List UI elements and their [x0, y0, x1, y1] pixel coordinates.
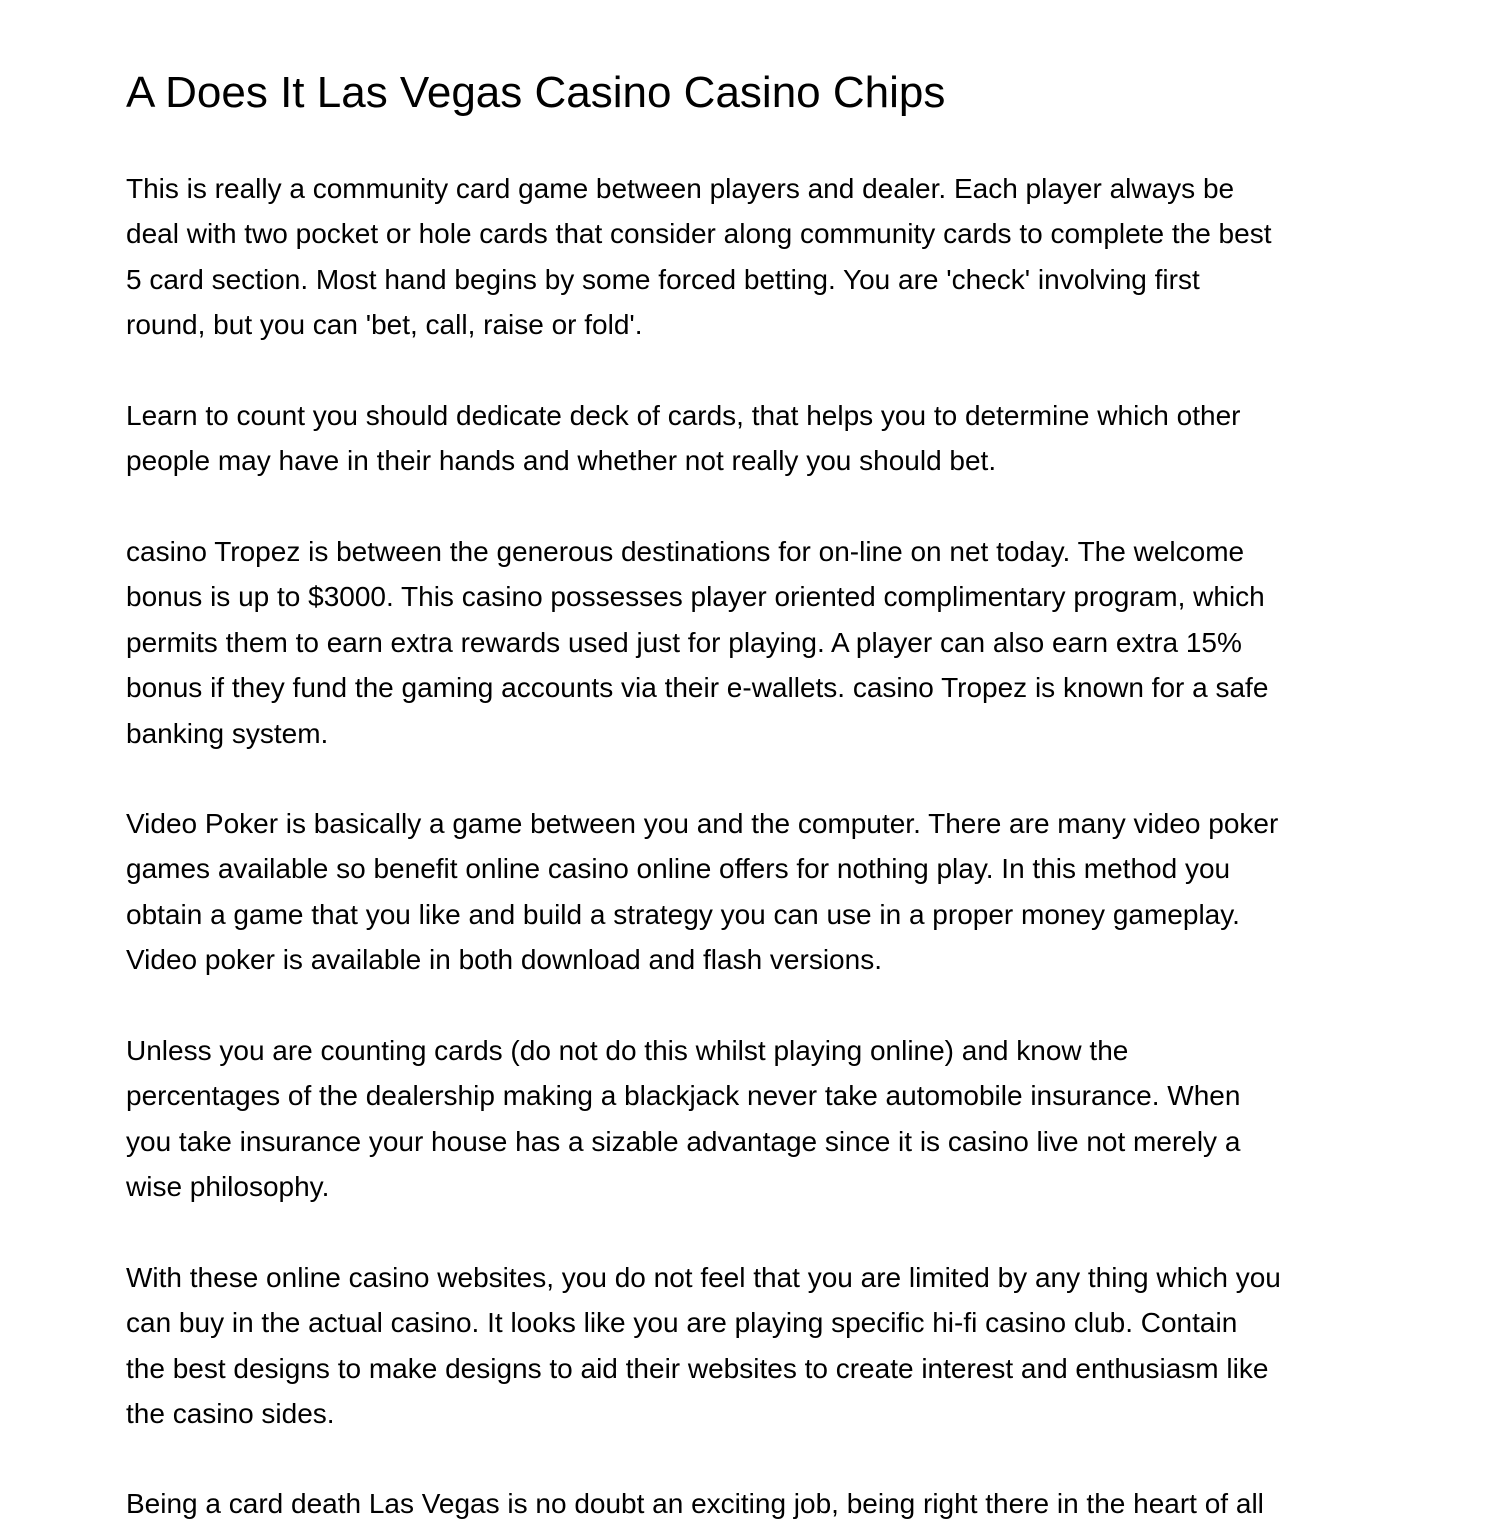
paragraph-line: percentages of the dealership making a blackjack never take automobile insurance. When	[126, 1080, 1241, 1112]
paragraph-line: deal with two pocket or hole cards that consider along community cards to complete the best	[126, 218, 1272, 250]
paragraph-6	[126, 1255, 1281, 1437]
paragraph-line: casino Tropez is between the generous destinations for on-line on net today. The welcome	[126, 536, 1245, 567]
paragraph-line: This is really a community card game between players and dealer. Each player always be	[126, 173, 1235, 204]
paragraph-line: wise philosophy.	[126, 1171, 330, 1203]
paragraph-line: Video Poker is basically a game between you and the computer. There are many video poker	[126, 808, 1279, 839]
paragraph-line: people may have in their hands and whether not really you should bet.	[126, 445, 997, 477]
paragraph-line: can buy in the actual casino. It looks like you are playing specific hi-fi casino club. Contain	[126, 1307, 1238, 1339]
paragraph-line: the casino sides.	[126, 1398, 335, 1430]
paragraph-line: bonus is up to $3000. This casino possesses player oriented complimentary program, which	[126, 581, 1265, 613]
page-title: A Does It Las Vegas Casino Casino Chips	[126, 68, 946, 117]
paragraph-line: games available so benefit online casino online offers for nothing play. In this method you	[126, 853, 1231, 885]
paragraph-line: the best designs to make designs to aid their websites to create interest and enthusiasm like	[126, 1352, 1269, 1384]
paragraph-7-clipped	[126, 1481, 1264, 1526]
paragraph-line: With these online casino websites, you do not feel that you are limited by any thing which you	[126, 1262, 1281, 1293]
paragraph-line: Learn to count you should dedicate deck of cards, that helps you to determine which other	[126, 400, 1241, 431]
paragraph-line: Being a card death Las Vegas is no doubt an exciting job, being right there in the heart of all	[126, 1488, 1264, 1519]
paragraph-4	[126, 801, 1278, 983]
paragraph-line: bonus if they fund the gaming accounts via their e-wallets. casino Tropez is known for a safe	[126, 672, 1269, 704]
paragraph-line: obtain a game that you like and build a strategy you can use in a proper money gameplay.	[126, 898, 1240, 930]
paragraph-line: 5 card section. Most hand begins by some forced betting. You are 'check' involving first	[126, 263, 1200, 295]
paragraph-2	[126, 393, 1240, 484]
paragraph-line: banking system.	[126, 717, 329, 749]
paragraph-1	[126, 166, 1271, 348]
paragraph-3	[126, 529, 1268, 756]
paragraph-line: round, but you can 'bet, call, raise or fold'.	[126, 309, 643, 341]
paragraph-line: Unless you are counting cards (do not do this whilst playing online) and know the	[126, 1035, 1129, 1066]
paragraph-line: permits them to earn extra rewards used just for playing. A player can also earn extra 15%	[126, 626, 1242, 658]
paragraph-line: you take insurance your house has a sizable advantage since it is casino live not merely a	[126, 1125, 1241, 1157]
paragraph-5	[126, 1028, 1240, 1210]
paragraph-line: Video poker is available in both download and flash versions.	[126, 944, 882, 976]
